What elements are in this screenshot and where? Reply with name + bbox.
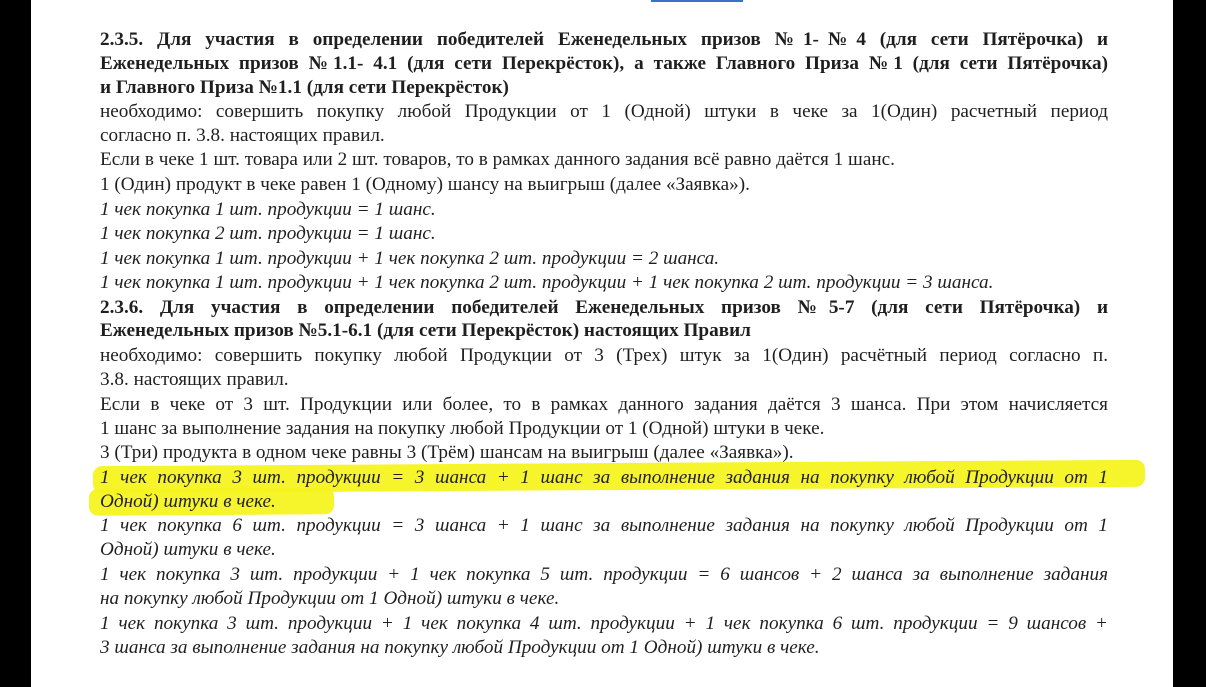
section-235-example: 1 чек покупка 2 шт. продукции = 1 шанс. [100,223,436,244]
section-235-example: 1 чек покупка 1 шт. продукции + 1 чек покупка 2 шт. продукции = 2 шанса. [100,248,720,269]
section-235-body-line: согласно п. 3.8. настоящих правил. [100,125,385,146]
section-235-body-line: 1 (Один) продукт в чеке равен 1 (Одному) шансу на выигрыш (далее «Заявка»). [100,174,750,195]
section-236-body-line: необходимо: совершить покупку любой Продукции от 3 (Трех) штук за 1(Один) расчётный период согласно п. [100,345,1108,366]
section-236-example: 1 чек покупка 3 шт. продукции + 1 чек покупка 4 шт. продукции + 1 чек покупка 6 шт. продукции = 9 шансов + [100,613,1108,634]
document-page [31,0,1173,687]
section-236-heading-line: Еженедельных призов №5.1-6.1 (для сети Перекрёсток) настоящих Правил [100,320,751,341]
clipped-top-link[interactable] [651,0,743,2]
section-235-example: 1 чек покупка 1 шт. продукции = 1 шанс. [100,199,436,220]
section-236-body-line: 3.8. настоящих правил. [100,369,289,390]
section-236-example: на покупку любой Продукции от 1 Одной) штуки в чеке. [100,588,560,609]
section-236-example-highlighted: 1 чек покупка 3 шт. продукции = 3 шанса + 1 шанс за выполнение задания на покупку любой Продукции от 1 [100,467,1108,488]
section-236-example: 1 чек покупка 3 шт. продукции + 1 чек покупка 5 шт. продукции = 6 шансов + 2 шанса за выполнение задания [100,564,1108,585]
section-236-example: Одной) штуки в чеке. [100,539,276,560]
section-235-heading-line: 2.3.5. Для участия в определении победителей Еженедельных призов №1-№4 (для сети Пятёрочка) и [100,29,1108,50]
section-236-example: 1 чек покупка 6 шт. продукции = 3 шанса + 1 шанс за выполнение задания на покупку любой Продукции от 1 [100,515,1108,536]
section-235-example: 1 чек покупка 1 шт. продукции + 1 чек покупка 2 шт. продукции + 1 чек покупка 2 шт. продукции = 3 шанса. [100,272,994,293]
section-235-body-line: необходимо: совершить покупку любой Продукции от 1 (Одной) штуки в чеке за 1(Один) расчетный период [100,101,1108,122]
section-236-heading-line: 2.3.6. Для участия в определении победителей Еженедельных призов №5-7 (для сети Пятёрочка) и [100,297,1108,318]
section-235-heading-line: и Главного Приза №1.1 (для сети Перекрёсток) [100,77,509,98]
section-236-body-line: 1 шанс за выполнение задания на покупку любой Продукции от 1 (Одной) штуки в чеке. [100,418,825,439]
section-235-heading-line: Еженедельных призов №1.1- 4.1 (для сети Перекрёсток), а также Главного Приза №1 (для сети Пятёрочка) [100,53,1108,74]
section-235-body-line: Если в чеке 1 шт. товара или 2 шт. товаров, то в рамках данного задания всё равно даётся 1 шанс. [100,149,895,170]
section-236-body-line: 3 (Три) продукта в одном чеке равны 3 (Трём) шансам на выигрыш (далее «Заявка»). [100,442,794,463]
section-236-example: 3 шанса за выполнение задания на покупку любой Продукции от 1 Одной) штуки в чеке. [100,637,820,658]
section-236-body-line: Если в чеке от 3 шт. Продукции или более, то в рамках данного задания даётся 3 шанса. При этом начисляется [100,394,1108,415]
section-236-example-highlighted: Одной) штуки в чеке. [100,491,276,512]
